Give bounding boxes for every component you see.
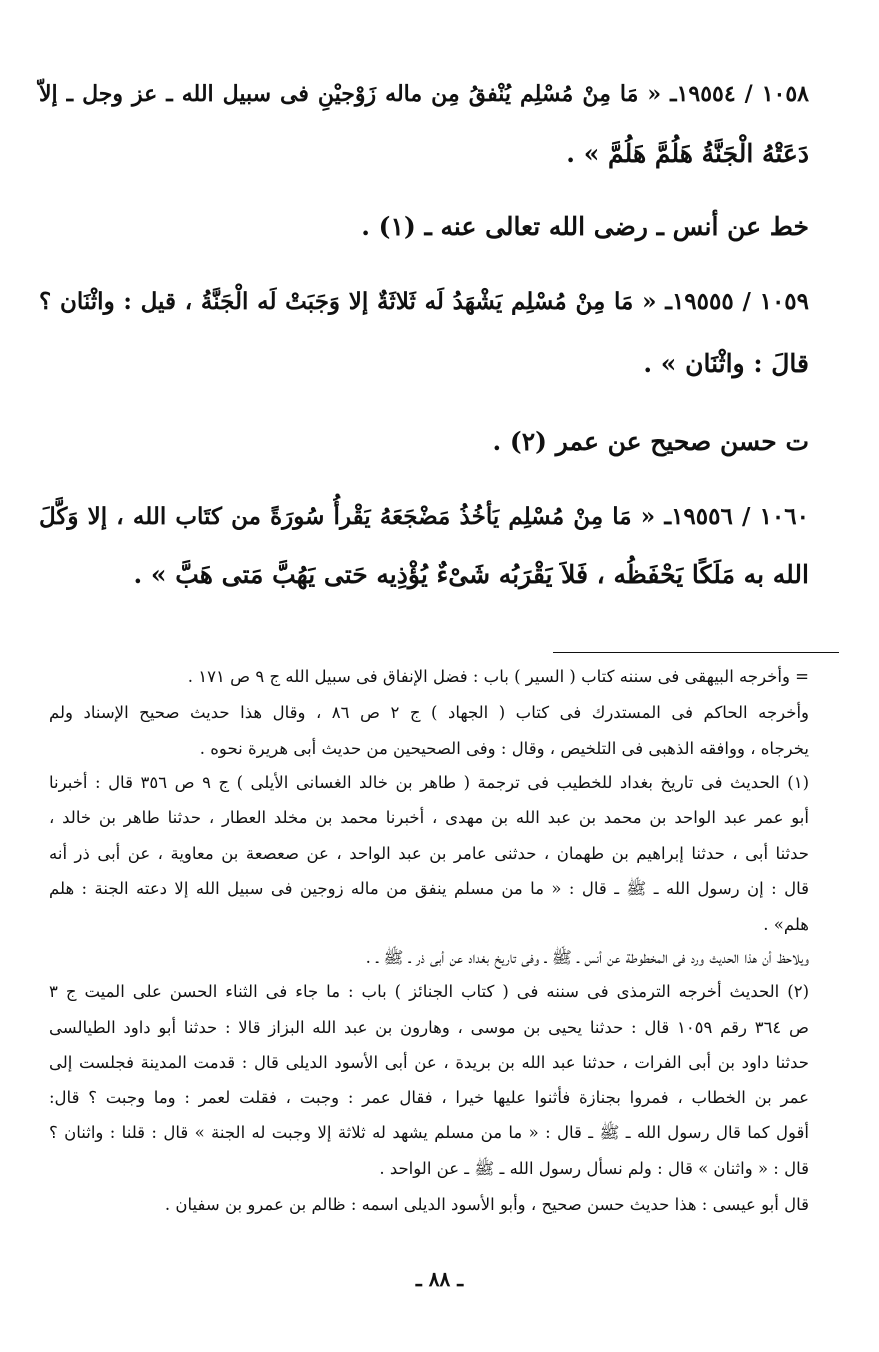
footnote-2-line-4: عمر بن الخطاب ، فمروا بجنازة فأثنوا عليها خيرا ، فقال عمر : وجبت ، فقلت لعمر : وما وجبت ؟ قال: [49,1088,809,1107]
footnote-1-line-1: (١) الحديث فى تاريخ بغداد للخطيب فى ترجمة ( طاهر بن خالد الغسانى الأيلى ) ج ٩ ص ٣٥٦ قال : أخبرنا [49,773,809,792]
hadith-1060-line-1: ١٠٦٠ / ١٩٥٥٦ـ « مَا مِنْ مُسْلِم يَأخُذُ مَضْجَعَهُ يَقْرأُ سُورَةً من كتَاب الله ، إلا وَكَّلَ [39,503,809,530]
footnote-1-line-2: أبو عمر عبد الواحد بن محمد بن عبد الله بن مهدى ، أخبرنا محمد بن مخلد العطار ، حدثنا طاهر بن خالد ، [49,808,809,827]
footnote-continuation-line-3: يخرجاه ، ووافقه الذهبى فى التلخيص ، وقال : وفى الصحيحين من حديث أبى هريرة نحوه . [199,739,809,758]
footnote-1-line-6: ويلاحظ أن هذا الحديث ورد فى المخطوطة عن أنس ـ ﷺ ـ وفى تاريخ بغداد عن أبى ذر ـ ﷺ ـ . [365,948,809,967]
hadith-1058-line-2: دَعَتْهُ الْجَنَّةُ هَلُمَّ هَلُمَّ » . [566,139,809,168]
footnote-1-line-5: هلم» . [763,915,809,934]
footnote-continuation-line-1: = وأخرجه البيهقى فى سننه كتاب ( السير ) باب : فضل الإنفاق فى سبيل الله ج ٩ ص ١٧١ . [187,667,809,686]
footnote-2-line-2: ص ٣٦٤ رقم ١٠٥٩ قال : حدثنا يحيى بن موسى ، وهارون بن عبد الله البزاز قالا : حدثنا أبو داود الطيالسى [49,1018,809,1037]
hadith-1060-line-2: الله به مَلَكًا يَحْفَظُه ، فَلاَ يَقْرَبُه شَىْءٌ يُؤْذِيه حَتى يَهُبَّ مَتى هَبَّ » . [133,560,809,589]
page-number: ـ ٨٨ ـ [415,1267,464,1291]
footnote-1-line-3: حدثنا أبى ، حدثنا إبراهيم بن طهمان ، حدثنى عامر بن عبد الواحد ، عن صعصعة بن معاوية ، عن أبى ذر أنه [49,844,809,863]
hadith-1059-source: ت حسن صحيح عن عمر (٢) . [492,427,809,456]
footnote-2-line-7: قال أبو عيسى : هذا حديث حسن صحيح ، وأبو الأسود الديلى اسمه : ظالم بن عمرو بن سفيان . [164,1195,809,1214]
footnote-2-line-3: حدثنا داود بن أبى الفرات ، حدثنا عبد الله بن بريدة ، عن أبى الأسود الديلى قال : قدمت المدينة فجلست إلى [49,1053,809,1072]
footnote-2-line-6: قال : « واثنان » قال : ولم نسأل رسول الله ـ ﷺ ـ عن الواحد . [379,1159,809,1178]
footnote-2-line-5: أقول كما قال رسول الله ـ ﷺ ـ قال : « ما من مسلم يشهد له ثلاثة إلا وجبت له الجنة » قال : قلنا : واثنان ؟ [49,1123,809,1142]
footnote-1-line-4: قال : إن رسول الله ـ ﷺ ـ قال : « ما من مسلم ينفق من ماله زوجين فى سبيل الله إلا دعته الجنة : هلم [49,879,809,898]
footnote-continuation-line-2: وأخرجه الحاكم فى المستدرك فى كتاب ( الجهاد ) ج ٢ ص ٨٦ ، وقال هذا حديث صحيح الإسناد ولم [49,703,809,722]
hadith-1059-line-2: قالَ : واثْنَان » . [643,349,809,378]
hadith-1059-line-1: ١٠٥٩ / ١٩٥٥٥ـ « مَا مِنْ مُسْلِم يَشْهَدُ لَه ثَلاثَةٌ إلا وَجَبَتْ لَه الْجَنَّةُ ، قيل : واثْنَان ؟ [39,288,810,315]
footnote-2-line-1: (٢) الحديث أخرجه الترمذى فى سننه فى ( كتاب الجنائز ) باب : ما جاء فى الثناء الحسن على الميت ج ٣ [49,982,809,1001]
hadith-1058-source: خط عن أنس ـ رضى الله تعالى عنه ـ (١) . [361,212,809,241]
hadith-1058-line-1: ١٠٥٨ / ١٩٥٥٤ـ « مَا مِنْ مُسْلِم يُنْفقُ مِن ماله زَوْجيْنِ فى سبيل الله ـ عز وجل ـ إلاّ [39,81,809,107]
footnote-separator [553,652,839,653]
